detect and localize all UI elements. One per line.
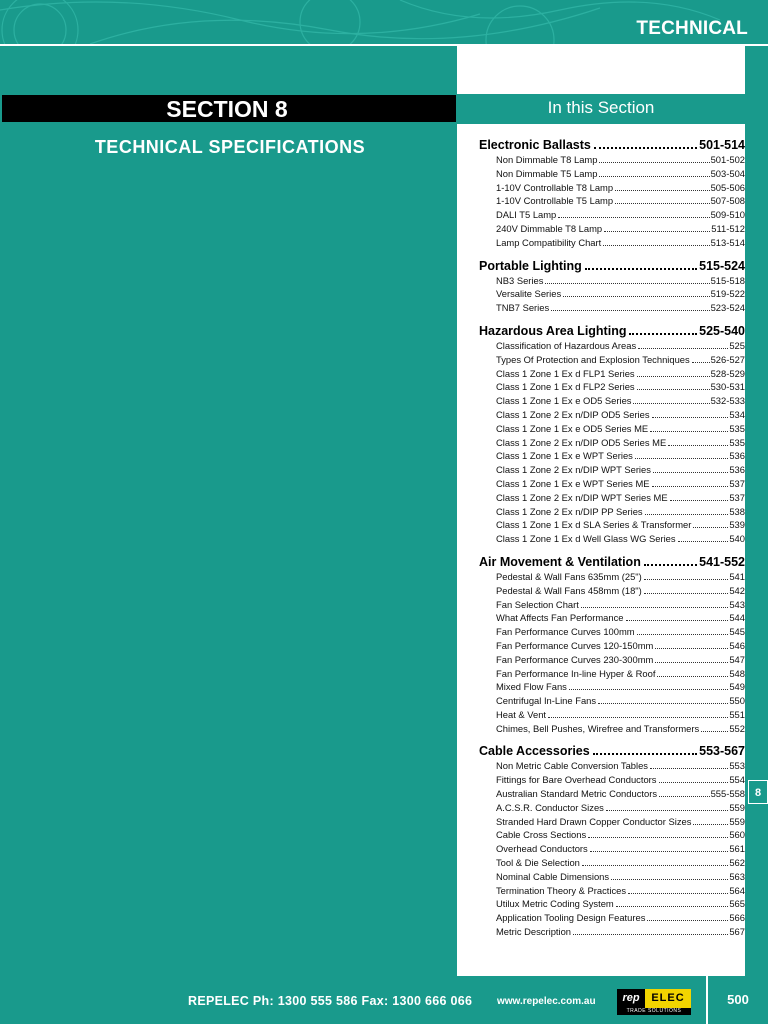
logo-rep: rep bbox=[617, 989, 645, 1008]
toc-item-title: Application Tooling Design Features bbox=[496, 912, 646, 924]
toc-item-title: TNB7 Series bbox=[496, 302, 550, 314]
toc-group-heading[interactable] bbox=[479, 138, 745, 153]
toc-item[interactable] bbox=[479, 801, 745, 815]
toc-item-pages: 507-508 bbox=[710, 195, 745, 207]
dot-leader bbox=[657, 676, 728, 677]
toc-item-title: Class 1 Zone 2 Ex n/DIP OD5 Series ME bbox=[496, 436, 667, 448]
toc-group bbox=[479, 324, 745, 546]
toc-item-title: Chimes, Bell Pushes, Wirefree and Transformers bbox=[496, 722, 700, 734]
toc-item[interactable] bbox=[479, 367, 745, 381]
toc-item-pages: 501-502 bbox=[710, 154, 745, 165]
dot-leader bbox=[569, 689, 728, 690]
toc-item-title: Class 1 Zone 2 Ex n/DIP PP Series bbox=[496, 505, 643, 517]
toc-item-title: Class 1 Zone 2 Ex n/DIP WPT Series bbox=[496, 464, 651, 476]
dot-leader bbox=[652, 417, 729, 418]
toc-item[interactable] bbox=[479, 167, 745, 181]
toc-group-pages: 525-540 bbox=[699, 323, 745, 338]
toc-item-title: Class 1 Zone 1 Ex e OD5 Series ME bbox=[496, 422, 649, 434]
toc-item[interactable] bbox=[479, 274, 745, 288]
toc-item-title: Centrifugal In-Line Fans bbox=[496, 695, 597, 707]
dot-leader bbox=[599, 162, 709, 163]
toc-item[interactable] bbox=[479, 639, 745, 653]
toc-group-pages: 541-552 bbox=[699, 554, 745, 569]
header-title: TECHNICAL bbox=[636, 18, 748, 39]
toc-item-pages: 563 bbox=[729, 870, 745, 882]
dot-leader bbox=[655, 648, 728, 649]
dot-leader bbox=[590, 851, 729, 852]
toc-item-pages: 519-522 bbox=[710, 288, 745, 300]
toc-item[interactable] bbox=[479, 491, 745, 505]
toc-item-pages: 509-510 bbox=[710, 209, 745, 221]
dot-leader bbox=[615, 190, 710, 191]
toc-item-pages: 553 bbox=[729, 760, 745, 772]
dot-leader bbox=[581, 607, 728, 608]
toc-item-title: Mixed Flow Fans bbox=[496, 681, 567, 693]
toc-item-pages: 511-512 bbox=[711, 222, 745, 234]
dot-leader bbox=[604, 231, 710, 232]
dot-leader bbox=[616, 906, 729, 907]
toc-item[interactable] bbox=[479, 680, 745, 694]
toc-group-title: Cable Accessories bbox=[479, 744, 590, 759]
toc-item[interactable] bbox=[479, 236, 745, 250]
toc-item-pages: 528-529 bbox=[710, 367, 745, 379]
toc-item-pages: 538 bbox=[729, 505, 745, 517]
toc-group-title: Electronic Ballasts bbox=[479, 138, 591, 152]
dot-leader bbox=[678, 541, 729, 542]
toc-group bbox=[479, 138, 745, 250]
toc-item-pages: 545 bbox=[729, 626, 745, 638]
repelec-logo bbox=[617, 989, 691, 1015]
dot-leader bbox=[637, 389, 710, 390]
dot-leader bbox=[670, 500, 729, 501]
toc-item-title: Utilux Metric Coding System bbox=[496, 898, 614, 910]
dot-leader bbox=[545, 283, 709, 284]
dot-leader bbox=[582, 865, 728, 866]
toc-item-pages: 523-524 bbox=[710, 302, 745, 314]
toc-item-title: Class 1 Zone 1 Ex d FLP2 Series bbox=[496, 381, 635, 393]
toc-item-title: Metric Description bbox=[496, 926, 572, 938]
dot-leader bbox=[637, 634, 729, 635]
dot-leader bbox=[650, 768, 728, 769]
toc-item-title: Fittings for Bare Overhead Conductors bbox=[496, 774, 657, 786]
toc-item-pages: 535 bbox=[729, 436, 745, 448]
toc-item-title: Pedestal & Wall Fans 635mm (25") bbox=[496, 570, 642, 582]
dot-leader bbox=[603, 245, 709, 246]
toc-item-title: Class 1 Zone 2 Ex n/DIP WPT Series ME bbox=[496, 491, 668, 503]
toc-item-title: Classification of Hazardous Areas bbox=[496, 339, 637, 351]
footer-url[interactable]: www.repelec.com.au bbox=[497, 996, 596, 1007]
toc-item-pages: 513-514 bbox=[710, 236, 745, 248]
toc-item[interactable] bbox=[479, 408, 745, 422]
dot-leader bbox=[548, 717, 728, 718]
table-of-contents bbox=[479, 138, 745, 948]
toc-group-heading[interactable] bbox=[479, 744, 745, 759]
toc-item[interactable] bbox=[479, 505, 745, 519]
toc-item-pages: 503-504 bbox=[710, 167, 745, 179]
dot-leader bbox=[650, 431, 728, 432]
toc-item-pages: 526-527 bbox=[710, 353, 745, 365]
toc-item-title: Class 1 Zone 1 Ex d FLP1 Series bbox=[496, 367, 635, 379]
toc-item-title: Pedestal & Wall Fans 458mm (18") bbox=[496, 584, 642, 596]
dot-leader bbox=[606, 810, 728, 811]
toc-item[interactable] bbox=[479, 773, 745, 787]
dot-leader bbox=[693, 527, 728, 528]
dot-leader bbox=[558, 217, 709, 218]
toc-item-pages: 546 bbox=[729, 639, 745, 651]
dot-leader bbox=[593, 753, 697, 755]
dot-leader bbox=[653, 472, 728, 473]
toc-item-title: Non Metric Cable Conversion Tables bbox=[496, 760, 648, 772]
toc-item-pages: 532-533 bbox=[710, 395, 745, 407]
toc-item-pages: 525 bbox=[729, 339, 745, 351]
toc-item-pages: 550 bbox=[729, 695, 745, 707]
toc-item[interactable] bbox=[479, 911, 745, 925]
toc-item-title: A.C.S.R. Conductor Sizes bbox=[496, 801, 604, 813]
toc-group-pages: 501-514 bbox=[699, 138, 745, 152]
toc-item-pages: 534 bbox=[729, 408, 745, 420]
toc-item-pages: 547 bbox=[729, 653, 745, 665]
toc-group-title: Hazardous Area Lighting bbox=[479, 323, 627, 338]
toc-item[interactable] bbox=[479, 759, 745, 773]
toc-group bbox=[479, 259, 745, 315]
toc-item-title: Australian Standard Metric Conductors bbox=[496, 788, 658, 800]
dot-leader bbox=[659, 796, 710, 797]
toc-item-title: Overhead Conductors bbox=[496, 843, 588, 855]
toc-item-pages: 544 bbox=[729, 612, 745, 624]
toc-item[interactable] bbox=[479, 653, 745, 667]
toc-group-pages: 515-524 bbox=[699, 258, 745, 273]
toc-item-pages: 561 bbox=[729, 843, 745, 855]
toc-item-pages: 560 bbox=[729, 829, 745, 841]
dot-leader bbox=[563, 296, 709, 297]
toc-item[interactable] bbox=[479, 449, 745, 463]
toc-item[interactable] bbox=[479, 518, 745, 532]
toc-item[interactable] bbox=[479, 925, 745, 939]
toc-item-pages: 540 bbox=[729, 533, 745, 545]
toc-item[interactable] bbox=[479, 181, 745, 195]
toc-item[interactable] bbox=[479, 598, 745, 612]
toc-item-pages: 565 bbox=[729, 898, 745, 910]
toc-item[interactable] bbox=[479, 584, 745, 598]
toc-item-title: NB3 Series bbox=[496, 274, 544, 286]
dot-leader bbox=[573, 934, 728, 935]
toc-item-title: Lamp Compatibility Chart bbox=[496, 236, 602, 248]
toc-item-title: What Affects Fan Performance bbox=[496, 612, 624, 624]
toc-item-pages: 541 bbox=[729, 570, 745, 582]
toc-item-title: Nominal Cable Dimensions bbox=[496, 870, 610, 882]
logo-subtitle: TRADE SOLUTIONS bbox=[617, 1008, 691, 1015]
section-subtitle: TECHNICAL SPECIFICATIONS bbox=[94, 137, 366, 157]
dot-leader bbox=[644, 579, 729, 580]
dot-leader bbox=[644, 593, 729, 594]
toc-group bbox=[479, 744, 745, 938]
toc-item-pages: 567 bbox=[729, 926, 745, 938]
dot-leader bbox=[635, 458, 728, 459]
toc-item-pages: 505-506 bbox=[710, 181, 745, 193]
toc-item-title: Class 1 Zone 2 Ex n/DIP OD5 Series bbox=[496, 408, 650, 420]
dot-leader bbox=[647, 920, 728, 921]
toc-item-title: 1-10V Controllable T5 Lamp bbox=[496, 195, 614, 207]
toc-group-title: Air Movement & Ventilation bbox=[479, 554, 641, 569]
toc-item[interactable] bbox=[479, 708, 745, 722]
dot-leader bbox=[692, 362, 710, 363]
toc-item-title: Fan Performance In-line Hyper & Roof bbox=[496, 667, 656, 679]
dot-leader bbox=[628, 893, 728, 894]
toc-item-title: Heat & Vent bbox=[496, 708, 547, 720]
toc-item-pages: 559 bbox=[729, 815, 745, 827]
toc-group-heading[interactable] bbox=[479, 259, 745, 274]
header-band bbox=[0, 0, 768, 44]
toc-item-title: Fan Selection Chart bbox=[496, 598, 579, 610]
toc-item-pages: 515-518 bbox=[710, 274, 745, 286]
toc-group bbox=[479, 555, 745, 736]
toc-item-title: 240V Dimmable T8 Lamp bbox=[496, 222, 603, 234]
toc-item-title: Non Dimmable T5 Lamp bbox=[496, 167, 598, 179]
dot-leader bbox=[551, 310, 709, 311]
toc-item-pages: 549 bbox=[729, 681, 745, 693]
toc-item-title: Cable Cross Sections bbox=[496, 829, 587, 841]
toc-item[interactable] bbox=[479, 301, 745, 315]
toc-item[interactable] bbox=[479, 870, 745, 884]
toc-item-title: Fan Performance Curves 120-150mm bbox=[496, 639, 654, 651]
toc-item[interactable] bbox=[479, 856, 745, 870]
toc-item-pages: 542 bbox=[729, 584, 745, 596]
toc-item[interactable] bbox=[479, 828, 745, 842]
dot-leader bbox=[594, 147, 697, 149]
toc-item[interactable] bbox=[479, 884, 745, 898]
toc-item[interactable] bbox=[479, 463, 745, 477]
toc-item[interactable] bbox=[479, 380, 745, 394]
dot-leader bbox=[629, 333, 697, 335]
dot-leader bbox=[693, 824, 728, 825]
toc-item[interactable] bbox=[479, 722, 745, 736]
dot-leader bbox=[599, 176, 709, 177]
toc-item-title: Class 1 Zone 1 Ex d Well Glass WG Series bbox=[496, 533, 676, 545]
toc-item[interactable] bbox=[479, 339, 745, 353]
toc-item-title: Stranded Hard Drawn Copper Conductor Sizes bbox=[496, 815, 692, 827]
toc-item[interactable] bbox=[479, 194, 745, 208]
toc-item-title: Class 1 Zone 1 Ex e OD5 Series bbox=[496, 395, 632, 407]
toc-item-title: Versalite Series bbox=[496, 288, 562, 300]
toc-item-pages: 554 bbox=[729, 774, 745, 786]
toc-item-title: Class 1 Zone 1 Ex e WPT Series ME bbox=[496, 477, 650, 489]
toc-item[interactable] bbox=[479, 532, 745, 546]
dot-leader bbox=[615, 203, 710, 204]
toc-item[interactable] bbox=[479, 477, 745, 491]
toc-item-pages: 566 bbox=[729, 912, 745, 924]
toc-group-title: Portable Lighting bbox=[479, 258, 582, 273]
toc-item[interactable] bbox=[479, 353, 745, 367]
left-panel bbox=[0, 46, 457, 976]
dot-leader bbox=[655, 662, 728, 663]
toc-item-title: Non Dimmable T8 Lamp bbox=[496, 154, 598, 165]
toc-item-pages: 536 bbox=[729, 464, 745, 476]
toc-item-pages: 559 bbox=[729, 801, 745, 813]
toc-group-pages: 553-567 bbox=[699, 744, 745, 759]
dot-leader bbox=[701, 731, 728, 732]
toc-item-pages: 555-558 bbox=[710, 788, 745, 800]
toc-item[interactable] bbox=[479, 842, 745, 856]
toc-item-pages: 564 bbox=[729, 884, 745, 896]
dot-leader bbox=[611, 879, 728, 880]
toc-item-pages: 539 bbox=[729, 519, 745, 531]
toc-item-pages: 562 bbox=[729, 857, 745, 869]
toc-item[interactable] bbox=[479, 667, 745, 681]
toc-item-pages: 543 bbox=[729, 598, 745, 610]
footer-contact: REPELEC Ph: 1300 555 586 Fax: 1300 666 066 bbox=[188, 994, 473, 1008]
dot-leader bbox=[638, 348, 728, 349]
right-edge-strip bbox=[745, 46, 768, 976]
toc-item[interactable] bbox=[479, 394, 745, 408]
toc-item-pages: 552 bbox=[729, 722, 745, 734]
toc-item-title: Fan Performance Curves 230-300mm bbox=[496, 653, 654, 665]
toc-item-title: Class 1 Zone 1 Ex e WPT Series bbox=[496, 450, 633, 462]
right-top-space bbox=[457, 46, 745, 94]
toc-item-title: Tool & Die Selection bbox=[496, 857, 580, 869]
toc-group-heading[interactable] bbox=[479, 324, 745, 339]
section-title: SECTION 8 bbox=[166, 96, 288, 122]
toc-item-pages: 536 bbox=[729, 450, 745, 462]
toc-item-title: Class 1 Zone 1 Ex d SLA Series & Transformer bbox=[496, 519, 692, 531]
toc-item[interactable] bbox=[479, 611, 745, 625]
toc-item-title: Types Of Protection and Explosion Techniques bbox=[496, 353, 690, 365]
toc-item[interactable] bbox=[479, 208, 745, 222]
dot-leader bbox=[598, 703, 728, 704]
toc-item[interactable] bbox=[479, 694, 745, 708]
dot-leader bbox=[588, 837, 728, 838]
toc-item-title: DALI T5 Lamp bbox=[496, 209, 557, 221]
toc-item[interactable] bbox=[479, 222, 745, 236]
toc-item[interactable] bbox=[479, 787, 745, 801]
toc-item-pages: 537 bbox=[729, 477, 745, 489]
page-number: 500 bbox=[727, 992, 749, 1007]
toc-item-title: Fan Performance Curves 100mm bbox=[496, 626, 635, 638]
toc-item-pages: 548 bbox=[729, 667, 745, 679]
dot-leader bbox=[645, 514, 729, 515]
toc-item[interactable] bbox=[479, 287, 745, 301]
section-tab[interactable]: 8 bbox=[748, 780, 768, 804]
toc-item[interactable] bbox=[479, 897, 745, 911]
dot-leader bbox=[659, 782, 729, 783]
toc-item[interactable] bbox=[479, 422, 745, 436]
toc-item[interactable] bbox=[479, 625, 745, 639]
toc-item[interactable] bbox=[479, 153, 745, 167]
dot-leader bbox=[644, 564, 697, 566]
dot-leader bbox=[652, 486, 729, 487]
dot-leader bbox=[626, 620, 729, 621]
toc-item-pages: 535 bbox=[729, 422, 745, 434]
toc-item-title: Termination Theory & Practices bbox=[496, 884, 627, 896]
toc-item-pages: 551 bbox=[729, 708, 745, 720]
toc-item-pages: 537 bbox=[729, 491, 745, 503]
toc-item-title: 1-10V Controllable T8 Lamp bbox=[496, 181, 614, 193]
dot-leader bbox=[637, 376, 710, 377]
toc-item[interactable] bbox=[479, 570, 745, 584]
toc-item-pages: 530-531 bbox=[710, 381, 745, 393]
toc-group-heading[interactable] bbox=[479, 555, 745, 570]
in-this-section-heading: In this Section bbox=[547, 98, 655, 117]
dot-leader bbox=[668, 445, 728, 446]
toc-item[interactable] bbox=[479, 815, 745, 829]
logo-elec: ELEC bbox=[645, 989, 691, 1008]
dot-leader bbox=[585, 268, 697, 270]
dot-leader bbox=[633, 403, 709, 404]
toc-item[interactable] bbox=[479, 436, 745, 450]
